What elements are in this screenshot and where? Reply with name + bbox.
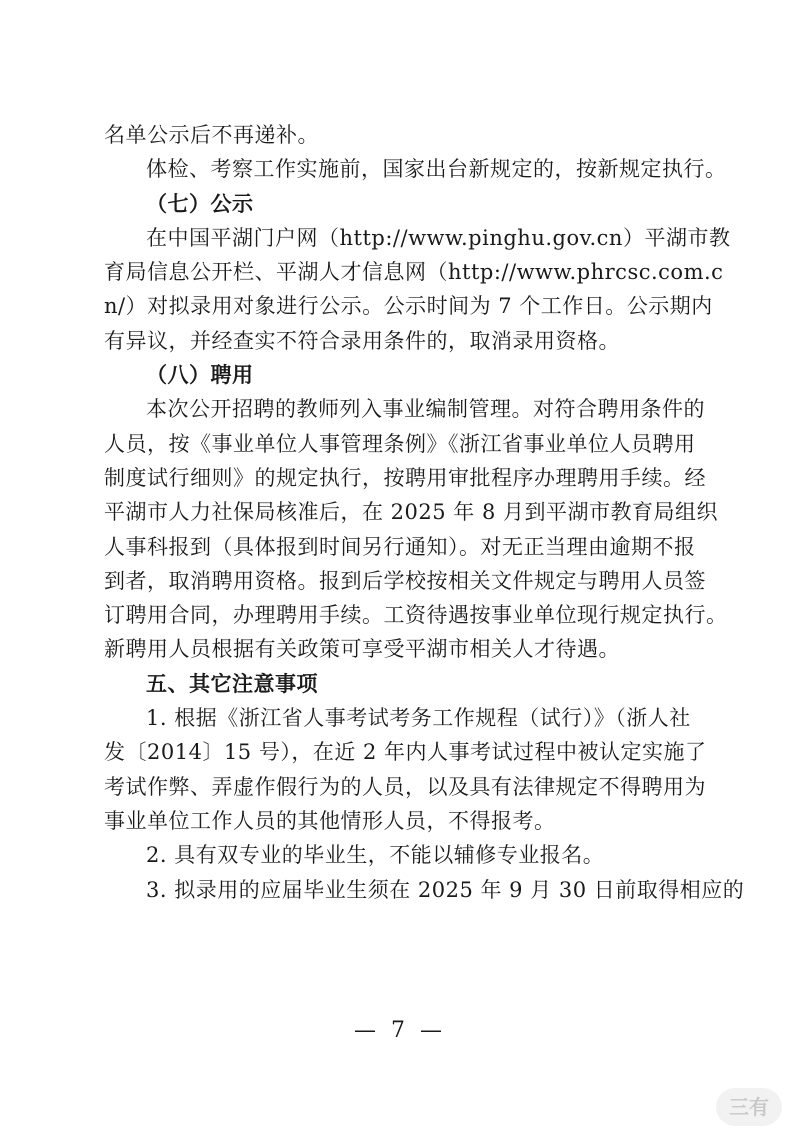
text-line: 本次公开招聘的教师列入事业编制管理。对符合聘用条件的 (146, 397, 705, 422)
text-line: 人员，按《事业单位人事管理条例》《浙江省事业单位人员聘用 (104, 431, 696, 456)
text-line: 发〔2014〕15 号），在近 2 年内人事考试过程中被认定实施了 (104, 740, 707, 765)
watermark-logo: 三有 (716, 1088, 782, 1126)
text-line: 平湖市人力社保局核准后，在 2025 年 8 月到平湖市教育局组织 (104, 500, 719, 525)
section-heading: （八）聘用 (146, 363, 254, 388)
text-line: n/）对拟录用对象进行公示。公示时间为 7 个工作日。公示期内 (104, 294, 713, 319)
text-line: 育局信息公开栏、平湖人才信息网（http://www.phrcsc.com.c (104, 260, 724, 285)
text-line: 制度试行细则》的规定执行，按聘用审批程序办理聘用手续。经 (104, 465, 706, 490)
text-line: 1. 根据《浙江省人事考试考务工作规程（试行）》（浙人社 (146, 706, 691, 731)
text-line: 在中国平湖门户网（http://www.pinghu.gov.cn）平湖市教 (146, 225, 731, 250)
text-line: 新聘用人员根据有关政策可享受平湖市相关人才待遇。 (104, 637, 620, 662)
page-number: — 7 — (354, 1018, 446, 1043)
document-body (104, 118, 745, 907)
text-line: 事业单位工作人员的其他情形人员，不得报考。 (104, 808, 556, 833)
text-line: 人事科报到（具体报到时间另行通知）。对无正当理由逾期不报 (104, 534, 696, 559)
section-heading: 五、其它注意事项 (146, 671, 318, 696)
text-line: 考试作弊、弄虚作假行为的人员，以及具有法律规定不得聘用为 (104, 774, 706, 799)
text-line: 名单公示后不再递补。 (104, 123, 319, 147)
text-line: 体检、考察工作实施前，国家出台新规定的，按新规定执行。 (146, 157, 727, 182)
text-line: 到者，取消聘用资格。报到后学校按相关文件规定与聘用人员签 (104, 568, 706, 593)
section-heading: （七）公示 (146, 191, 254, 216)
text-line: 2. 具有双专业的毕业生，不能以辅修专业报名。 (146, 843, 605, 868)
text-line: 3. 拟录用的应届毕业生须在 2025 年 9 月 30 日前取得相应的 (146, 877, 745, 902)
text-line: 有异议，并经查实不符合录用条件的，取消录用资格。 (104, 328, 620, 353)
text-line: 订聘用合同，办理聘用手续。工资待遇按事业单位现行规定执行。 (104, 603, 728, 628)
